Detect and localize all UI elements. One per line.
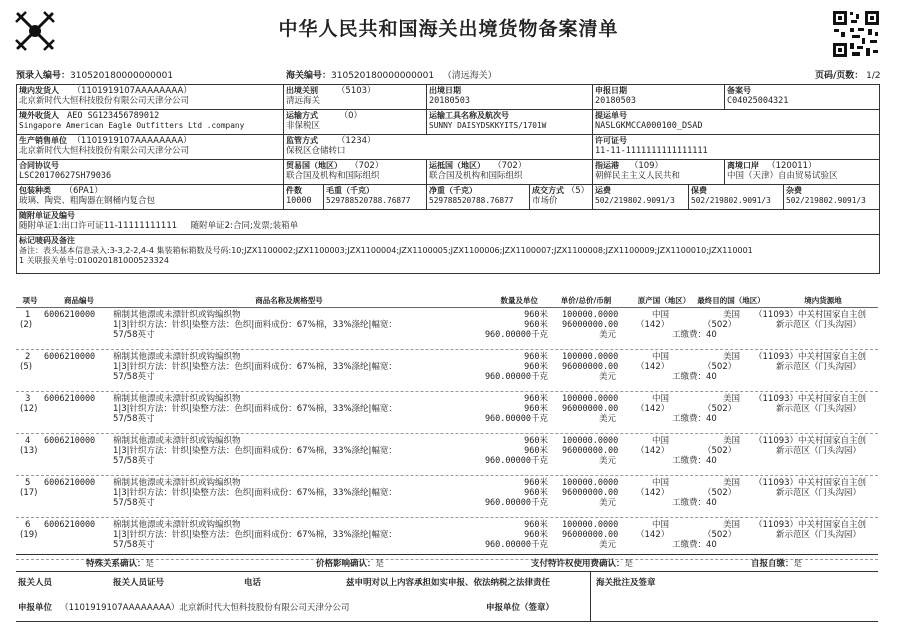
item-duty: 工缴费：40 <box>672 414 717 424</box>
insurance-cell: 保费 502/219802.9091/3 <box>689 185 784 209</box>
special-relation-confirm: 特殊关系确认：是 <box>86 559 155 569</box>
col-source: 境内货源地 <box>804 296 842 305</box>
confirmation-row <box>16 554 878 572</box>
item-qty-3: 960.00000千克 <box>484 414 548 424</box>
marks-cell: 标记唛码及备注 备注：表头基本信息录入:3-3,2-2,4-4 集装箱标箱数及号码:10;JZX1100002;JZX1100003;JZX1100004;JZX1100005;JZX1100006;JZX1100007;JZX1100008;JZX1100009;JZX1100010;JZX110001 1 关联报关单号:010020181000523324 <box>19 236 753 265</box>
preentry-number: 预录入编号：310520180000000001 <box>16 71 174 81</box>
item-dest-code: （502） <box>703 320 737 330</box>
item-source-1: （11093）中关村国家自主创 <box>754 394 867 404</box>
phone-label: 电话 <box>244 578 262 588</box>
item-qty-3: 960.00000千克 <box>484 372 548 382</box>
item-sub-no: (5) <box>20 362 33 372</box>
item-qty-2: 960米 <box>524 446 548 456</box>
item-qty-1: 960米 <box>524 352 548 362</box>
item-qty-2: 960米 <box>524 362 548 372</box>
col-origin: 原产国（地区） <box>637 296 691 305</box>
table-row <box>16 476 878 518</box>
item-spec-1: 1|3|针织方法：针织|染整方法：色织|面料成份：67%棉，33%涤纶|幅宽： <box>113 488 397 498</box>
item-duty: 工缴费：40 <box>672 498 717 508</box>
item-origin: 中国 <box>652 520 670 530</box>
item-qty-2: 960米 <box>524 530 548 540</box>
item-origin: 中国 <box>652 310 670 320</box>
item-duty: 工缴费：40 <box>672 540 717 550</box>
deal-cell: 成交方式 （5） 市场价 <box>530 185 593 209</box>
document-title: 中华人民共和国海关出境货物备案清单 <box>278 18 619 40</box>
form-row-7 <box>17 235 879 273</box>
item-no: 3 <box>25 394 31 404</box>
declaration-statement: 兹申明对以上内容承担如实申报、依法纳税之法律责任 <box>346 578 551 588</box>
item-sub-no: (19) <box>20 530 38 540</box>
royalty-confirm: 支付特许权使用费确认：是 <box>531 559 634 569</box>
form-row-3 <box>17 135 879 160</box>
item-qty-2: 960米 <box>524 404 548 414</box>
transport-tool-cell: 运输工具名称及航次号 SUNNY DAISYDSKKYITS/1701W <box>427 110 593 134</box>
item-no: 6 <box>25 520 31 530</box>
item-name: 棉制其他漂或未漂针织或钩编织物 <box>113 520 241 530</box>
item-hs-code: 6006210000 <box>44 394 96 404</box>
item-spec-2: 57/58英寸 <box>113 372 155 382</box>
item-qty-1: 960米 <box>524 520 548 530</box>
col-goods-name: 商品名称及规格型号 <box>255 296 323 305</box>
item-unit-price: 100000.0000 <box>562 352 619 362</box>
item-total-price: 96000000.00 <box>562 362 619 372</box>
item-duty: 工缴费：40 <box>672 456 717 466</box>
col-price: 单价/总价/币制 <box>560 296 612 305</box>
trade-country-cell: 贸易国（地区） （702） 联合国及机构和国际组织 <box>284 160 427 184</box>
item-unit-price: 100000.0000 <box>562 478 619 488</box>
self-pay-confirm: 自报自缴：是 <box>751 559 803 569</box>
item-source-2: 新示范区（门头沟园） <box>776 446 862 456</box>
item-currency: 美元 <box>599 372 617 382</box>
item-hs-code: 6006210000 <box>44 352 96 362</box>
item-no: 1 <box>25 310 31 320</box>
item-source-1: （11093）中关村国家自主创 <box>754 478 867 488</box>
declarer-sign-label: 申报单位（签章） <box>486 603 555 613</box>
item-dest: 美国 <box>723 352 741 362</box>
item-name: 棉制其他漂或未漂针织或钩编织物 <box>113 352 241 362</box>
customs-number: 海关编号：310520180000000001 （清远海关） <box>286 71 497 81</box>
item-dest: 美国 <box>723 478 741 488</box>
item-hs-code: 6006210000 <box>44 436 96 446</box>
table-row <box>16 392 878 434</box>
item-dest-code: （502） <box>703 404 737 414</box>
item-sub-no: (13) <box>20 446 38 456</box>
item-dest-code: （502） <box>703 530 737 540</box>
item-origin: 中国 <box>652 394 670 404</box>
pieces-cell: 件数 10000 <box>284 185 324 209</box>
exit-port2-cell: 离境口岸 （120011） 中国（天津）自由贸易试验区 <box>727 161 838 181</box>
item-dest: 美国 <box>723 436 741 446</box>
item-qty-3: 960.00000千克 <box>484 330 548 340</box>
item-qty-3: 960.00000千克 <box>484 456 548 466</box>
table-row <box>16 350 878 392</box>
item-spec-1: 1|3|针织方法：针织|染整方法：色织|面料成份：67%棉，33%涤纶|幅宽： <box>113 404 397 414</box>
item-name: 棉制其他漂或未漂针织或钩编织物 <box>113 478 241 488</box>
col-destination: 最终目的国（地区） <box>697 296 765 305</box>
item-spec-1: 1|3|针织方法：针织|染整方法：色织|面料成份：67%棉，33%涤纶|幅宽： <box>113 530 397 540</box>
item-qty-1: 960米 <box>524 394 548 404</box>
item-unit-price: 100000.0000 <box>562 436 619 446</box>
item-origin-code: （142） <box>636 530 670 540</box>
price-impact-confirm: 价格影响确认：是 <box>316 559 385 569</box>
col-hs-code: 商品编号 <box>64 296 94 305</box>
item-source-1: （11093）中关村国家自主创 <box>754 436 867 446</box>
item-origin-code: （142） <box>636 362 670 372</box>
footer-block <box>16 571 878 622</box>
license-cell: 许可证号 11-11-1111111111111111 <box>595 136 708 156</box>
item-spec-2: 57/58英寸 <box>113 540 155 550</box>
bill-no-cell: 提运单号 NASLGKMCCA000100_DSAD <box>595 111 703 131</box>
dest-port-cell: 指运港 （109） 朝鲜民主主义人民共和 <box>593 160 725 184</box>
supervision-cell: 监管方式 （1234） 保税区仓储转口 <box>284 135 593 159</box>
item-origin-code: （142） <box>636 320 670 330</box>
item-hs-code: 6006210000 <box>44 478 96 488</box>
item-origin-code: （142） <box>636 488 670 498</box>
form-row-4 <box>17 160 879 185</box>
declarer-line: 申报单位 （1101919107AAAAAAAA）北京新时代大恒科技股份有限公司天津分公司 <box>18 603 350 613</box>
item-currency: 美元 <box>599 456 617 466</box>
col-quantity: 数量及单位 <box>500 296 538 305</box>
documents-cell: 随附单证及编号 随附单证1:出口许可证11-11111111111 随附单证2:合同;发票;装箱单 <box>19 211 299 231</box>
item-currency: 美元 <box>599 540 617 550</box>
item-hs-code: 6006210000 <box>44 520 96 530</box>
item-origin: 中国 <box>652 478 670 488</box>
declare-date-cell: 申报日期 20180503 <box>593 85 725 109</box>
declaration-header-grid <box>16 84 880 274</box>
item-dest: 美国 <box>723 520 741 530</box>
item-name: 棉制其他漂或未漂针织或钩编织物 <box>113 394 241 404</box>
col-item-no: 项号 <box>22 296 38 305</box>
item-spec-2: 57/58英寸 <box>113 330 155 340</box>
exit-port-cell: 出境关别 （5103） 清远海关 <box>284 85 427 109</box>
item-currency: 美元 <box>599 498 617 508</box>
package-cell: 包装种类 （6PA1） 玻璃、陶瓷、粗陶器在钢桶内复合包 <box>17 185 284 209</box>
item-no: 4 <box>25 436 31 446</box>
item-total-price: 96000000.00 <box>562 446 619 456</box>
item-qty-2: 960米 <box>524 488 548 498</box>
item-source-2: 新示范区（门头沟园） <box>776 530 862 540</box>
item-sub-no: (2) <box>20 320 33 330</box>
net-weight-cell: 净重（千克） 529788520788.76877 <box>427 185 530 209</box>
form-row-5 <box>17 185 879 210</box>
form-row-2 <box>17 110 879 135</box>
item-total-price: 96000000.00 <box>562 488 619 498</box>
page-count: 页码/页数： 1/2 <box>815 71 881 81</box>
item-source-2: 新示范区（门头沟园） <box>776 488 862 498</box>
item-source-2: 新示范区（门头沟园） <box>776 404 862 414</box>
item-unit-price: 100000.0000 <box>562 520 619 530</box>
item-dest-code: （502） <box>703 362 737 372</box>
item-duty: 工缴费：40 <box>672 372 717 382</box>
form-row-1 <box>17 85 879 110</box>
transport-mode-cell: 运输方式 （0） 非保税区 <box>284 110 427 134</box>
item-name: 棉制其他漂或未漂针织或钩编织物 <box>113 436 241 446</box>
item-name: 棉制其他漂或未漂针织或钩编织物 <box>113 310 241 320</box>
item-source-2: 新示范区（门头沟园） <box>776 320 862 330</box>
item-source-1: （11093）中关村国家自主创 <box>754 352 867 362</box>
form-row-6 <box>17 210 879 235</box>
consignee-cell: 境外收货人 AEO SG123456789012 Singapore American Eagle Outfitters Ltd .company <box>17 110 284 134</box>
customs-note-label: 海关批注及签章 <box>596 578 656 588</box>
item-sub-no: (12) <box>20 404 38 414</box>
item-origin-code: （142） <box>636 404 670 414</box>
item-origin: 中国 <box>652 436 670 446</box>
item-spec-1: 1|3|针织方法：针织|染整方法：色织|面料成份：67%棉，33%涤纶|幅宽： <box>113 362 397 372</box>
item-qty-1: 960米 <box>524 478 548 488</box>
misc-cell: 杂费 502/219802.9091/3 <box>786 186 866 205</box>
item-dest-code: （502） <box>703 488 737 498</box>
consignor-cell: 境内发货人 （1101919107AAAAAAAA） 北京新时代大恒科技股份有限公司天津分公司 <box>17 85 284 109</box>
item-qty-1: 960米 <box>524 310 548 320</box>
agent-person-label: 报关人员 <box>18 578 53 588</box>
item-qty-1: 960米 <box>524 436 548 446</box>
item-origin-code: （142） <box>636 446 670 456</box>
table-row <box>16 434 878 476</box>
item-spec-2: 57/58英寸 <box>113 414 155 424</box>
record-no-cell: 备案号 C04025004321 <box>727 86 789 106</box>
item-duty: 工缴费：40 <box>672 330 717 340</box>
item-total-price: 96000000.00 <box>562 404 619 414</box>
goods-items-table <box>16 295 878 560</box>
item-source-1: （11093）中关村国家自主创 <box>754 520 867 530</box>
gross-weight-cell: 毛重（千克） 529788520788.76877 <box>324 185 427 209</box>
exit-date-cell: 出境日期 20180503 <box>427 85 593 109</box>
item-qty-2: 960米 <box>524 320 548 330</box>
item-dest-code: （502） <box>703 446 737 456</box>
item-currency: 美元 <box>599 330 617 340</box>
items-header-row <box>16 295 878 308</box>
item-qty-3: 960.00000千克 <box>484 540 548 550</box>
item-spec-1: 1|3|针织方法：针织|染整方法：色织|面料成份：67%棉，33%涤纶|幅宽： <box>113 446 397 456</box>
table-row <box>16 308 878 350</box>
item-origin: 中国 <box>652 352 670 362</box>
items-body <box>16 308 878 560</box>
item-spec-1: 1|3|针织方法：针织|染整方法：色织|面料成份：67%棉，33%涤纶|幅宽： <box>113 320 397 330</box>
item-total-price: 96000000.00 <box>562 530 619 540</box>
item-source-2: 新示范区（门头沟园） <box>776 362 862 372</box>
item-currency: 美元 <box>599 414 617 424</box>
freight-cell: 运费 502/219802.9091/3 <box>593 185 689 209</box>
producer-cell: 生产销售单位 （1101919107AAAAAAAA） 北京新时代大恒科技股份有限公司天津分公司 <box>17 135 284 159</box>
item-spec-2: 57/58英寸 <box>113 456 155 466</box>
item-unit-price: 100000.0000 <box>562 394 619 404</box>
item-sub-no: (17) <box>20 488 38 498</box>
item-unit-price: 100000.0000 <box>562 310 619 320</box>
item-dest: 美国 <box>723 394 741 404</box>
item-hs-code: 6006210000 <box>44 310 96 320</box>
item-total-price: 96000000.00 <box>562 320 619 330</box>
qr-code-icon <box>832 10 880 58</box>
item-source-1: （11093）中关村国家自主创 <box>754 310 867 320</box>
item-no: 5 <box>25 478 31 488</box>
contract-cell: 合同协议号 LSC20170627SH79036 <box>17 160 284 184</box>
item-no: 2 <box>25 352 31 362</box>
item-qty-3: 960.00000千克 <box>484 498 548 508</box>
agent-cert-label: 报关人员证号 <box>113 578 165 588</box>
item-spec-2: 57/58英寸 <box>113 498 155 508</box>
item-dest: 美国 <box>723 310 741 320</box>
dest-country-cell: 运抵国（地区） （702） 联合国及机构和国际组织 <box>427 160 593 184</box>
